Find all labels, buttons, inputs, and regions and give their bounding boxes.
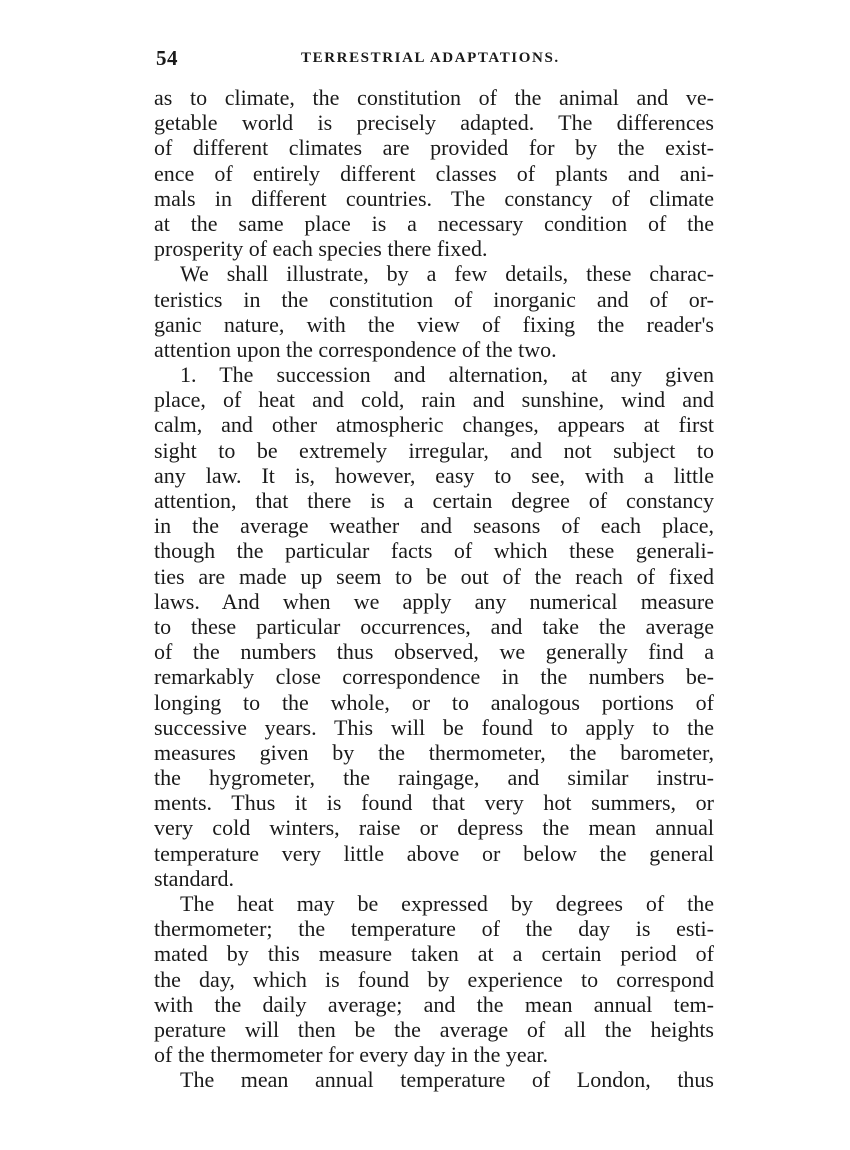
text-line: thermometer; the temperature of the day is esti-: [154, 916, 714, 942]
text-line: teristics in the constitution of inorganic and of or-: [154, 286, 714, 312]
text-line: any law. It is, however, easy to see, with a little: [154, 462, 714, 488]
text-line: at the same place is a necessary condition of the: [154, 210, 714, 236]
body-text: [154, 85, 714, 1093]
page-number: 54: [156, 46, 178, 70]
text-line: with the daily average; and the mean annual tem-: [154, 991, 714, 1017]
text-line: mated by this measure taken at a certain period of: [154, 941, 714, 967]
text-line: the day, which is found by experience to correspond: [154, 966, 714, 992]
text-line: to these particular occurrences, and take the average: [154, 613, 714, 639]
text-line: attention, that there is a certain degree of constancy: [154, 488, 714, 513]
text-line: very cold winters, raise or depress the mean annual: [154, 815, 714, 841]
text-line: The heat may be expressed by degrees of the: [180, 891, 714, 916]
text-line: getable world is precisely adapted. The differences: [154, 110, 714, 136]
text-line: remarkably close correspondence in the numbers be-: [154, 664, 714, 690]
text-line: standard.: [154, 865, 235, 891]
text-line: sight to be extremely irregular, and not subject to: [154, 437, 714, 463]
text-line: place, of heat and cold, rain and sunshine, wind and: [154, 387, 714, 413]
text-line: in the average weather and seasons of each place,: [154, 513, 714, 539]
text-line: 1. The succession and alternation, at any given: [180, 362, 714, 388]
text-line: attention upon the correspondence of the two.: [154, 336, 557, 362]
text-line: mals in different countries. The constancy of climate: [154, 185, 714, 211]
text-line: laws. And when we apply any numerical measure: [154, 588, 714, 614]
text-line: measures given by the thermometer, the barometer,: [154, 739, 714, 765]
running-title: TERRESTRIAL ADAPTATIONS.: [301, 50, 560, 66]
text-line: as to climate, the constitution of the animal and ve-: [154, 85, 714, 110]
text-line: successive years. This will be found to apply to the: [154, 714, 714, 740]
text-line: temperature very little above or below the general: [154, 840, 714, 866]
text-line: The mean annual temperature of London, thus: [180, 1067, 714, 1093]
text-line: of the thermometer for every day in the year.: [154, 1042, 549, 1068]
text-line: of the numbers thus observed, we generally find a: [154, 639, 714, 665]
text-line: prosperity of each species there fixed.: [154, 236, 488, 262]
text-line: of different climates are provided for by the exist-: [154, 135, 714, 161]
text-line: ence of entirely different classes of plants and ani-: [154, 160, 714, 186]
page-header: [156, 46, 708, 76]
text-line: ties are made up seem to be out of the reach of fixed: [154, 563, 714, 589]
text-line: calm, and other atmospheric changes, appears at first: [154, 412, 714, 438]
text-line: though the particular facts of which these generali-: [154, 538, 714, 564]
text-line: We shall illustrate, by a few details, these charac-: [180, 261, 714, 287]
text-line: ganic nature, with the view of fixing the reader's: [154, 311, 714, 337]
text-line: perature will then be the average of all the heights: [154, 1016, 714, 1042]
text-line: longing to the whole, or to analogous portions of: [154, 689, 714, 715]
text-line: ments. Thus it is found that very hot summers, or: [154, 790, 714, 816]
text-line: the hygrometer, the raingage, and similar instru-: [154, 765, 714, 791]
